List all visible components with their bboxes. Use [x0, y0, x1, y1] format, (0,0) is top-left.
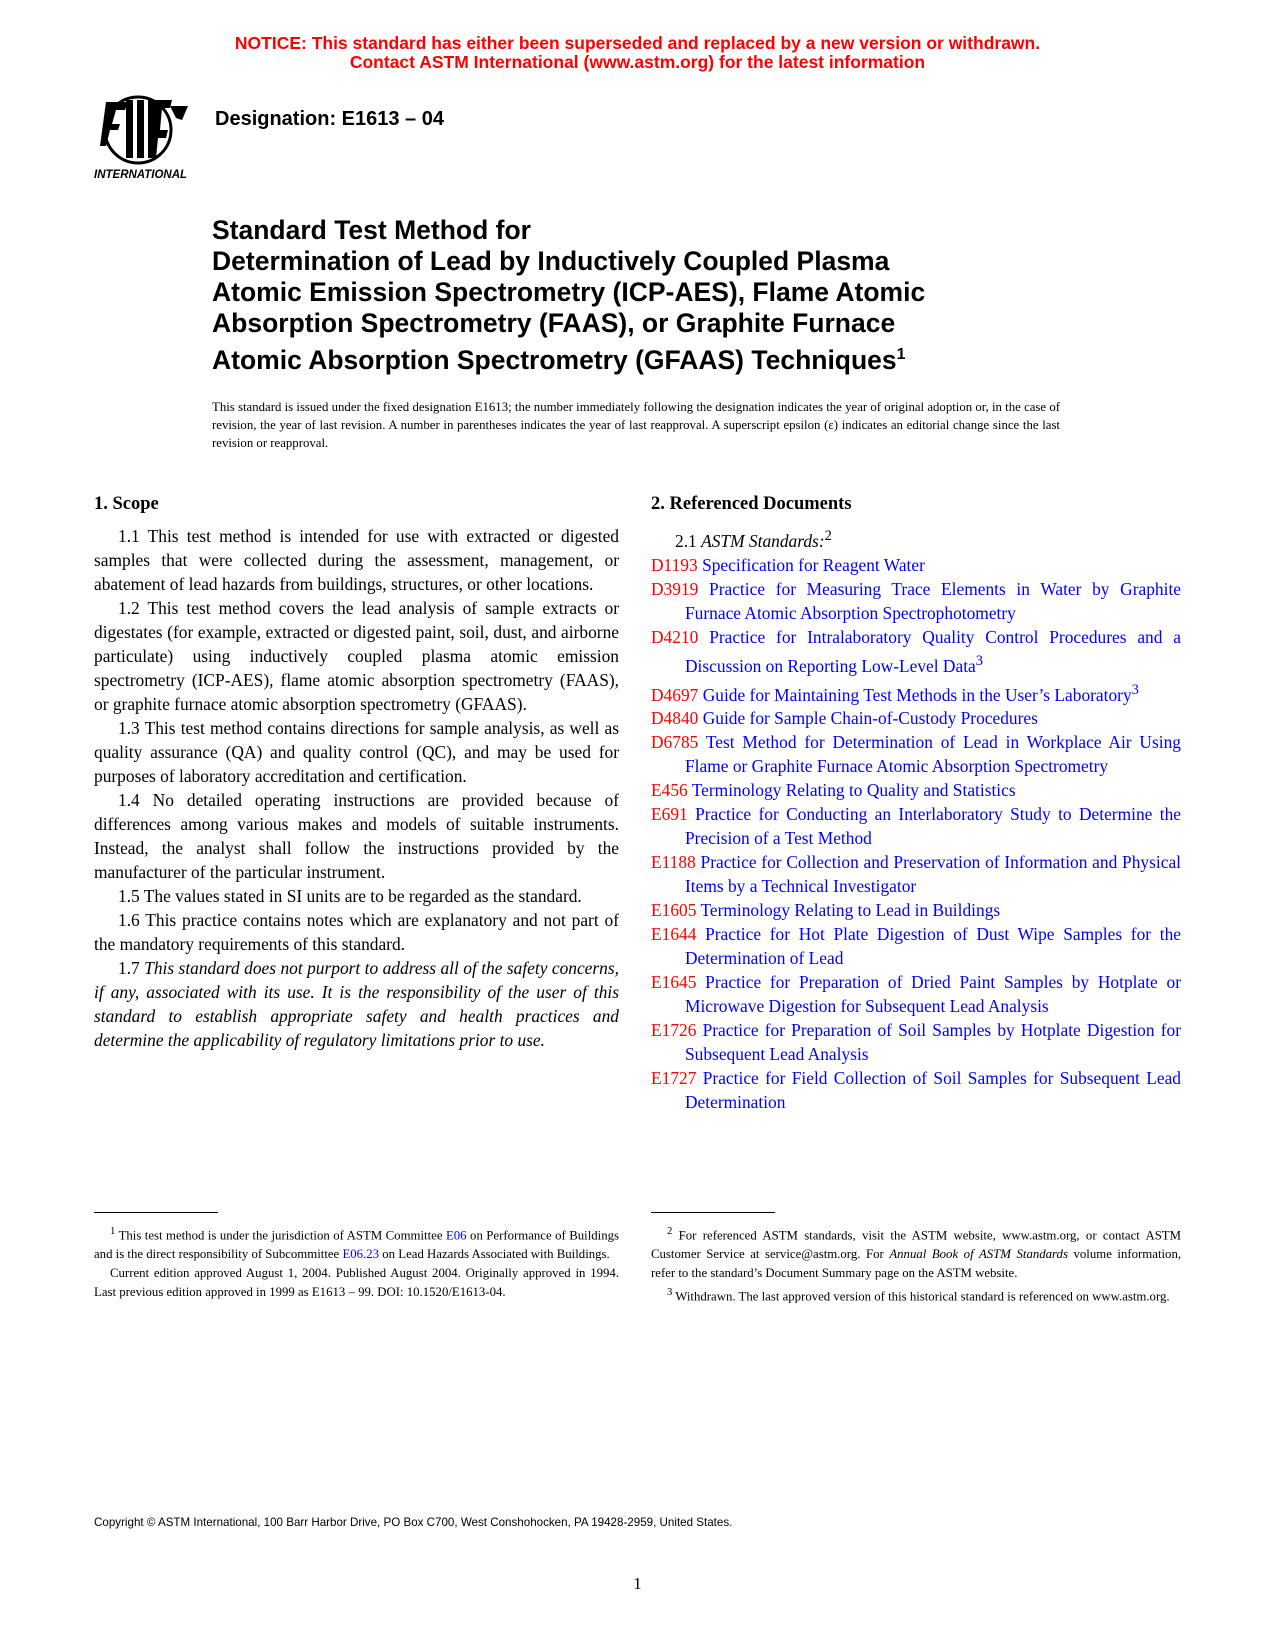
link-e06[interactable]: E06 [445, 1228, 467, 1243]
reference-title-link[interactable]: Practice for Measuring Trace Elements in Water by Graphite Furnace Atomic Absorption Spectrophotometry [685, 578, 1181, 623]
reference-title-link[interactable]: Practice for Preparation of Soil Samples by Hotplate Digestion for Subsequent Lead Analysis [685, 1020, 1181, 1065]
link-e06-23[interactable]: E06.23 [342, 1247, 380, 1262]
reference-code-link[interactable]: D4840 [651, 708, 699, 729]
reference-title-link[interactable]: Practice for Preparation of Dried Paint Samples by Hotplate or Microwave Digestion for Subsequent Lead Analysis [685, 972, 1181, 1017]
safety-text: This standard does not purport to address all of the safety concerns, if any, associated with its use. It is the responsibility of the user of this standard to establish appropriate safety and health practices and determine the applicability of regulatory limitations prior to use. [94, 958, 619, 1050]
title-line: Standard Test Method for [212, 215, 531, 245]
reference-title-link[interactable]: Terminology Relating to Quality and Statistics [691, 780, 1016, 801]
reference-code-link[interactable]: E1605 [651, 900, 697, 921]
preamble: This standard is issued under the fixed designation E1613; the number immediately following the designation indicates the year of original adoption or, in the case of revision, the year of last revision. A number in parentheses indicates the year of last reapproval. A superscript epsilon (ε) indicates an editorial change since the last revision or reapproval. [212, 400, 1060, 450]
reference-code-link[interactable]: E1645 [651, 972, 697, 993]
reference-title-link[interactable]: Guide for Sample Chain-of-Custody Procedures [702, 708, 1038, 729]
subsection-number: 2.1 [675, 530, 697, 551]
reference-item [651, 922, 1181, 970]
logo-text: INTERNATIONAL [94, 169, 188, 181]
reference-item [651, 678, 1181, 707]
reference-title-link[interactable]: Practice for Conducting an Interlaboratory Study to Determine the Precision of a Test Method [685, 804, 1181, 849]
reference-code-link[interactable]: E1727 [651, 1068, 697, 1089]
reference-title-link[interactable]: Practice for Collection and Preservation of Information and Physical Items by a Technical Investigator [685, 852, 1181, 897]
footnote-1-edition: Current edition approved August 1, 2004. Published August 2004. Originally approved in 1994. Last previous edition approved in 1999 as E1613 – 99. DOI: 10.1520/E1613-04. [94, 1266, 619, 1300]
reference-list [651, 553, 1181, 1115]
document-title [212, 215, 1032, 376]
title-line-5: Atomic Absorption Spectrometry (GFAAS) Techniques [212, 344, 897, 375]
footnote-text: on Performance of Buildings and is the direct responsibility of Subcommittee [94, 1228, 620, 1262]
reference-title-link[interactable]: Practice for Intralaboratory Quality Control Procedures and a Discussion on Reporting Low-Level Data [685, 626, 1181, 676]
referenced-documents-section [651, 492, 1181, 1114]
reference-item [651, 706, 1181, 730]
reference-footnote-mark: 3 [1131, 681, 1139, 698]
reference-item [651, 577, 1181, 625]
reference-item [651, 1066, 1181, 1114]
scope-paragraph: 1.1 This test method is intended for use with extracted or digested samples that were collected during the assessment, management, or abatement of lead hazards from buildings, structures, or other locations. [94, 526, 619, 594]
reference-item [651, 1018, 1181, 1066]
footnote-1 [94, 1222, 619, 1264]
reference-code-link[interactable]: D4210 [651, 626, 699, 647]
reference-item [651, 802, 1181, 850]
footnote-rule [94, 1212, 218, 1213]
scope-paragraph-safety [94, 956, 619, 1052]
footnote-mark: 3 [667, 1287, 673, 1299]
reference-code-link[interactable]: E691 [651, 804, 688, 825]
reference-item [651, 625, 1181, 678]
subsection-label: ASTM Standards: [701, 530, 825, 551]
notice-line-1: NOTICE: This standard has either been superseded and replaced by a new version or withdrawn. [234, 33, 1041, 53]
footnote-text: For referenced ASTM standards, visit the ASTM website, www.astm.org, or contact ASTM Customer Service at service@astm.org. For [651, 1228, 1182, 1262]
reference-item [651, 778, 1181, 802]
reference-item [651, 553, 1181, 577]
reference-item [651, 730, 1181, 778]
scope-paragraph: 1.6 This practice contains notes which are explanatory and not part of the mandatory requirements of this standard. [94, 910, 619, 954]
page-number: 1 [633, 1574, 642, 1593]
reference-title-link[interactable]: Terminology Relating to Lead in Buildings [700, 900, 1001, 921]
footnotes-left [94, 1222, 619, 1302]
astm-standards-label [675, 524, 1181, 553]
title-line: Determination of Lead by Inductively Coupled Plasma [212, 246, 890, 276]
reference-code-link[interactable]: D3919 [651, 578, 699, 599]
reference-code-link[interactable]: D6785 [651, 732, 699, 753]
scope-heading: 1. Scope [94, 494, 159, 514]
reference-footnote-mark: 3 [975, 652, 983, 669]
footnote-rule [651, 1212, 775, 1213]
reference-code-link[interactable]: D1193 [651, 554, 698, 575]
footnotes-right [651, 1222, 1181, 1307]
subsection-footnote-mark: 2 [824, 528, 832, 544]
paragraph-number: 1.7 [118, 958, 140, 978]
footnote-text-italic: Annual Book of ASTM Standards [889, 1247, 1068, 1262]
notice-line-2: Contact ASTM International (www.astm.org) for the latest information [349, 52, 926, 72]
reference-title-link[interactable]: Practice for Hot Plate Digestion of Dust Wipe Samples for the Determination of Lead [685, 924, 1181, 969]
title-line: Absorption Spectrometry (FAAS), or Graphite Furnace [212, 308, 896, 338]
reference-title-link[interactable]: Practice for Field Collection of Soil Samples for Subsequent Lead Determination [685, 1068, 1181, 1113]
footnote-mark: 2 [667, 1226, 673, 1237]
reference-item [651, 850, 1181, 898]
reference-item [651, 970, 1181, 1018]
footnote-text: volume information, refer to the standard’s Document Summary page on the ASTM website. [651, 1247, 1182, 1281]
reference-item [651, 898, 1181, 922]
designation: Designation: E1613 – 04 [215, 108, 444, 130]
scope-section [94, 492, 619, 1052]
reference-code-link[interactable]: E1188 [651, 852, 696, 873]
refs-heading: 2. Referenced Documents [651, 494, 852, 514]
title-line: Atomic Emission Spectrometry (ICP-AES), Flame Atomic [212, 277, 926, 307]
footnote-text: on Lead Hazards Associated with Buildings. [382, 1247, 610, 1262]
copyright: Copyright © ASTM International, 100 Barr Harbor Drive, PO Box C700, West Conshohocken, PA 19428-2959, United States. [94, 1516, 733, 1529]
astm-logo-icon [92, 90, 198, 186]
title-footnote-mark: 1 [896, 346, 906, 363]
reference-code-link[interactable]: D4697 [651, 684, 699, 705]
reference-code-link[interactable]: E456 [651, 780, 688, 801]
title-line [212, 339, 1032, 376]
footnote-3 [651, 1283, 1181, 1306]
reference-code-link[interactable]: E1726 [651, 1020, 697, 1041]
footnote-text: This test method is under the jurisdiction of ASTM Committee [118, 1228, 443, 1243]
footnote-mark: 1 [110, 1226, 116, 1237]
footnote-text: Withdrawn. The last approved version of this historical standard is referenced on www.astm.org. [675, 1289, 1170, 1304]
reference-title-link[interactable]: Specification for Reagent Water [702, 554, 925, 575]
reference-title-link[interactable]: Test Method for Determination of Lead in Workplace Air Using Flame or Graphite Furnace Atomic Absorption Spectrometry [685, 732, 1181, 777]
notice-banner [0, 34, 1275, 72]
scope-paragraph: 1.2 This test method covers the lead analysis of sample extracts or digestates (for example, extracted or digested paint, soil, dust, and airborne particulate) using inductively coupled plasma atomic emission spectrometry (ICP-AES), flame atomic absorption spectrometry (FAAS), or graphite furnace atomic absorption spectrometry (GFAAS). [94, 598, 619, 714]
scope-paragraph: 1.5 The values stated in SI units are to be regarded as the standard. [118, 886, 582, 906]
reference-code-link[interactable]: E1644 [651, 924, 697, 945]
reference-title-link[interactable]: Guide for Maintaining Test Methods in the User’s Laboratory [702, 684, 1132, 705]
scope-paragraph: 1.3 This test method contains directions for sample analysis, as well as quality assurance (QA) and quality control (QC), and may be used for purposes of laboratory accreditation and certification. [94, 718, 619, 786]
footnote-2 [651, 1222, 1181, 1283]
scope-paragraph: 1.4 No detailed operating instructions are provided because of differences among various makes and models of suitable instruments. Instead, the analyst shall follow the instructions provided by the manufacturer of the particular instrument. [94, 790, 619, 882]
